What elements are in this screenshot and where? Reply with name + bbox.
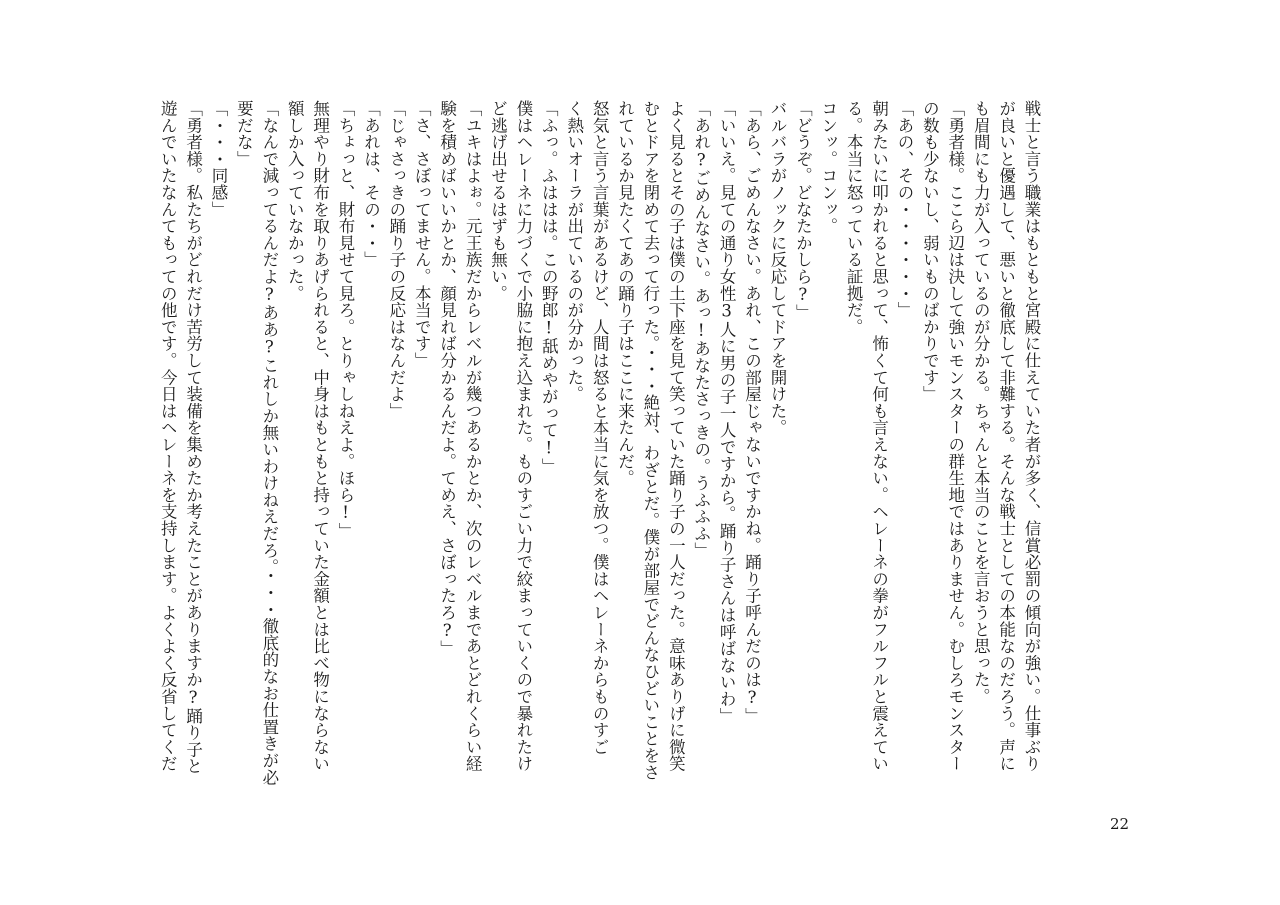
text-line: 「あら、ごめんなさい。あれ、この部屋じゃないですかね。踊り子呼んだのは?」 — [742, 100, 762, 725]
text-line: 「なんで減ってるんだよ?ああ?これしか無いわけねえだろ。・・・徹底的なお仕置きが必 — [259, 100, 279, 786]
text-line: 験を積めばいいかとか、顔見れば分かるんだよ。てめえ、さぼったろ?」 — [437, 100, 457, 657]
text-line: が良いと優遇して、悪いと徹底して非難する。そんな戦士としての本能なのだろう。声に — [996, 100, 1016, 772]
text-line: 「どうぞ。どなたかしら?」 — [793, 100, 813, 321]
text-line: く熱いオーラが出ているのが分かった。 — [564, 100, 584, 403]
vertical-text-body — [155, 100, 1044, 798]
text-line: むとドアを閉めて去って行った。・・・絶対、わざとだ。僕が部屋でどんなひどいことをさ — [640, 100, 660, 781]
text-line: 僕はヘレーネに力づくで小脇に抱え込まれた。ものすごい力で絞まっていくので暴れたけ — [513, 100, 533, 772]
text-line: れているか見たくてあの踊り子はここに来たんだ。 — [615, 100, 635, 487]
text-line: 戦士と言う職業はもともと宮殿に仕えていた者が多く、信賞必罰の傾向が強い。仕事ぶり — [1022, 100, 1041, 772]
text-line: コンッ。コンッ。 — [818, 100, 838, 235]
text-line: よく見るとその子は僕の土下座を見て笑っていた踊り子の一人だった。意味ありげに微笑 — [666, 100, 686, 772]
text-line: 怒気と言う言葉があるけど、人間は怒ると本当に気を放つ。僕はヘレーネからものすご — [590, 100, 610, 756]
text-line: 「・・・同感」 — [209, 100, 228, 218]
text-line: 朝みたいに叩かれると思って、怖くて何も言えない。ヘレーネの拳がフルフルと震えてい — [869, 100, 889, 772]
text-line: 「勇者様。ここら辺は決して強いモンスターの群生地ではありません。むしろモンスター — [945, 100, 965, 772]
text-line: 「あれは、その・・」 — [361, 100, 381, 268]
text-line: 無理やり財布を取りあげられると、中身はもともと持っていた金額とは比べ物にならない — [310, 100, 330, 772]
page-number: 22 — [1110, 815, 1130, 833]
text-line: 「じゃさっきの踊り子の反応はなんだよ」 — [386, 100, 406, 420]
text-line: 「ちょっと、財布見せて見ろ。とりゃしねえよ。ほら!」 — [336, 100, 356, 540]
text-line: 「ユキはよぉ。元王族だからレベルが幾つあるかとか、次のレベルまであとどれくらい経 — [463, 100, 483, 772]
text-line: 遊んでいたなんてもっての他です。今日はヘレーネを支持します。よくよく反省してくだ — [158, 100, 178, 772]
text-line: る。本当に怒っている証拠だ。 — [844, 100, 864, 336]
text-line: ど逃げ出せるはずも無い。 — [488, 100, 508, 302]
text-line: 「さ、さぼってません。本当です」 — [412, 100, 432, 369]
text-line: バルバラがノックに反応してドアを開けた。 — [767, 100, 787, 436]
text-line: 「いいえ。見ての通り女性3人に男の子一人ですから。踊り子さんは呼ばないわ」 — [717, 100, 737, 725]
text-line: 要だな」 — [234, 100, 254, 168]
text-line: 額しか入っていなかった。 — [285, 100, 305, 302]
text-line: 「ふっ。ふははは。この野郎!舐めやがって!」 — [539, 100, 559, 475]
text-line: も眉間にも力が入っているのが分かる。ちゃんと本当のことを言おうと思った。 — [971, 100, 991, 705]
text-line: 「あれ?ごめんなさい。あっ!あなたさっきの。うふふふ」 — [691, 100, 711, 559]
text-line: 「あの、その・・・・・・」 — [894, 100, 914, 319]
text-line: の数も少ないし、弱いものばかりです」 — [920, 100, 940, 403]
text-line: 「勇者様。私たちがどれだけ苦労して装備を集めたか考えたことがありますか?踊り子と — [183, 100, 203, 775]
